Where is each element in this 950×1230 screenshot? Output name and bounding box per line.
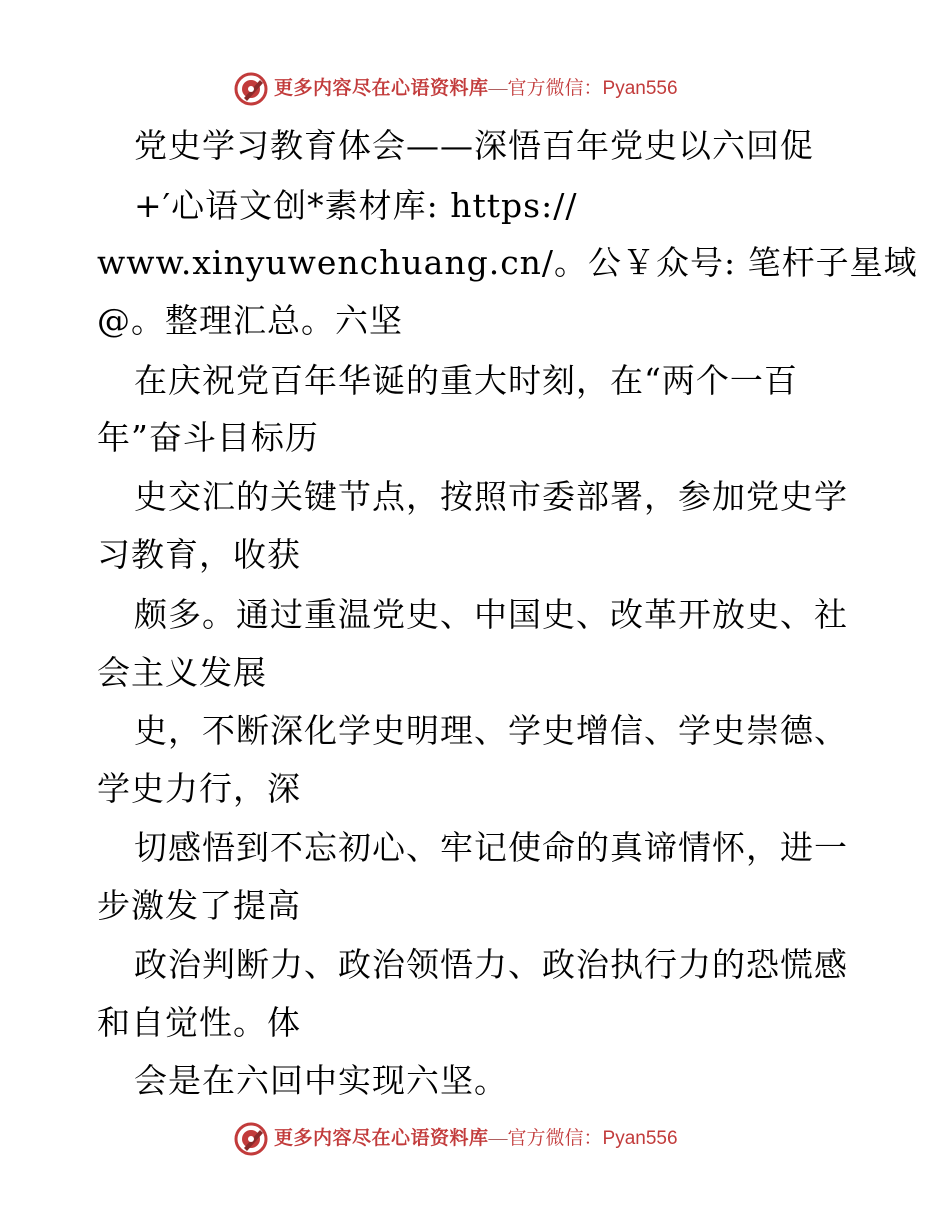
text-line: 和自觉性。体 <box>97 1003 301 1042</box>
text-line: www.xinyuwenchuang.cn/。公￥众号: 笔杆子星域 <box>97 243 918 282</box>
footer-watermark-banner <box>0 1120 950 1160</box>
text-line: 政治判断力、政治领悟力、政治执行力的恐慌感 <box>134 945 848 984</box>
text-line: 会是在六回中实现六坚。 <box>134 1061 508 1100</box>
text-line: 年”奋斗目标历 <box>97 418 319 457</box>
text-line: 在庆祝党百年华诞的重大时刻，在“两个一百 <box>134 361 798 400</box>
text-line: 史交汇的关键节点，按照市委部署，参加党史学 <box>134 477 848 516</box>
brand-logo-icon <box>234 1122 268 1156</box>
text-line: 学史力行，深 <box>97 769 301 808</box>
text-line: 史，不断深化学史明理、学史增信、学史崇德、 <box>134 711 848 750</box>
text-line: 习教育，收获 <box>97 535 301 574</box>
watermark-dash: — <box>488 1128 508 1149</box>
watermark-wechat-label: 官方微信： <box>507 78 603 99</box>
text-line: 切感悟到不忘初心、牢记使命的真谛情怀，进一 <box>134 828 848 867</box>
watermark-dash: — <box>488 78 508 99</box>
document-title-line: 党史学习教育体会——深悟百年党史以六回促 <box>134 126 814 165</box>
watermark-wechat-id: Pyan556 <box>602 78 678 99</box>
watermark-wechat-id: Pyan556 <box>602 1128 678 1149</box>
text-line: 颇多。通过重温党史、中国史、改革开放史、社 <box>134 595 848 634</box>
text-line: @。整理汇总。六坚 <box>97 301 403 340</box>
watermark-text <box>274 1127 678 1151</box>
text-line: +′心语文创*素材库: https:// <box>134 186 578 225</box>
text-line: 步激发了提高 <box>97 886 301 925</box>
text-line: 会主义发展 <box>97 653 267 692</box>
watermark-main-text: 更多内容尽在心语资料库 <box>274 1128 489 1149</box>
watermark-main-text: 更多内容尽在心语资料库 <box>274 78 489 99</box>
watermark-wechat-label: 官方微信： <box>507 1128 603 1149</box>
